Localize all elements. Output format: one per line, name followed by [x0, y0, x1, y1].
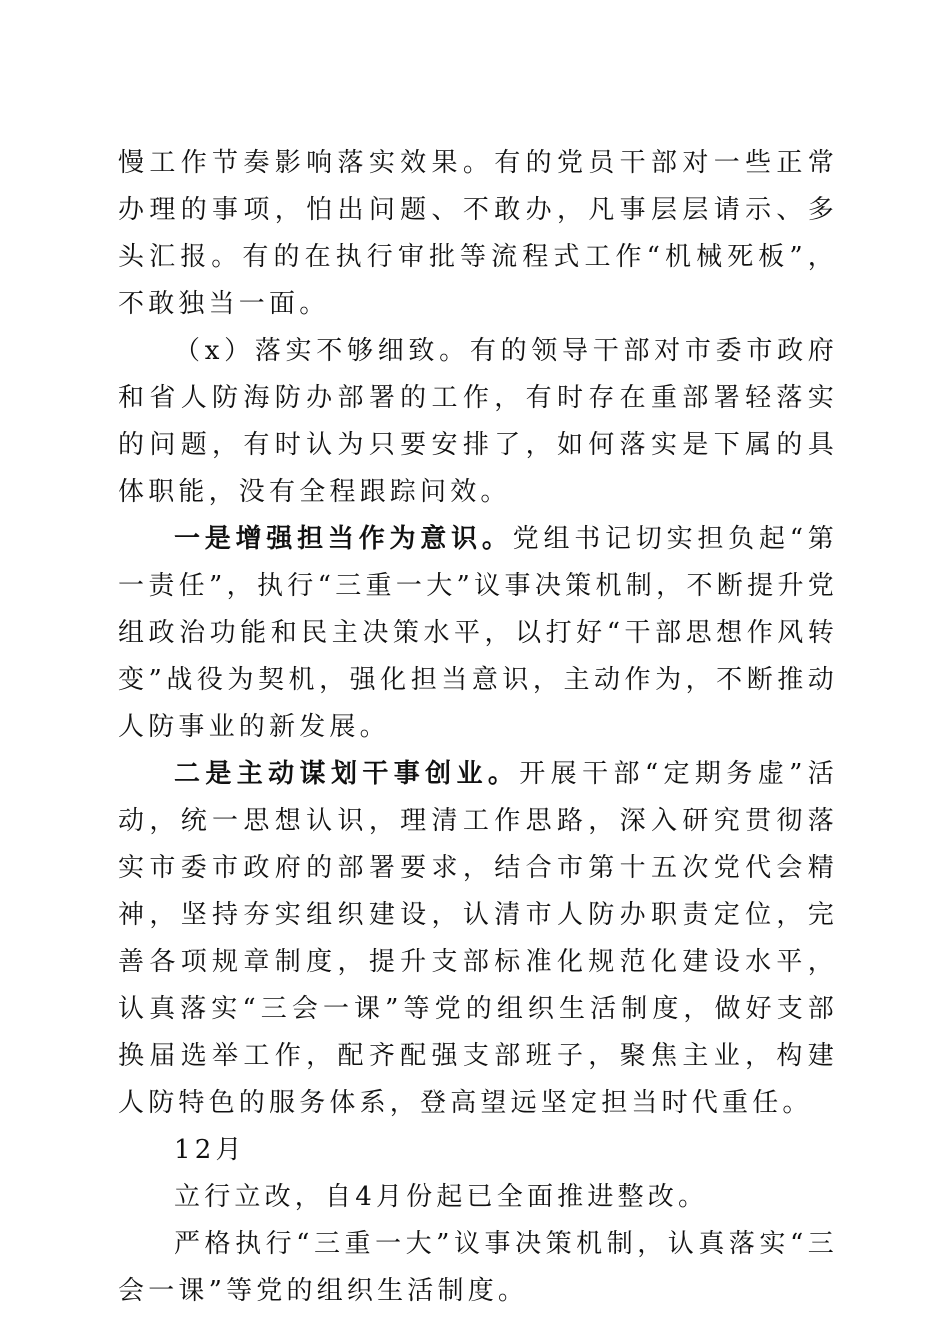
paragraph-implementation-not-detailed	[118, 328, 838, 516]
paragraph-text: 党组书记切实担负起“第一责任”，执行“三重一大”议事决策机制，不断提升党组政治功能和民主决策水平，以打好“干部思想作风转变”战役为契机，强化担当意识，主动作为，不断推动人防事业的新发展。	[118, 524, 839, 742]
paragraph-text: 慢工作节奏影响落实效果。有的党员干部对一些正常办理的事项，怕出问题、不敢办，凡事层层请示、多头汇报。有的在执行审批等流程式工作“机械死板”，不敢独当一面。	[118, 148, 838, 319]
paragraph-continuation	[118, 140, 838, 328]
document-body	[118, 140, 838, 1315]
paragraph-deadline	[118, 1127, 838, 1174]
paragraph-measure-one	[118, 516, 838, 751]
paragraph-lead-heading: 二是主动谋划干事创业。	[174, 759, 520, 789]
paragraph-text: （x）落实不够细致。有的领导干部对市委市政府和省人防海防办部署的工作，有时存在重部署轻落实的问题，有时认为只要安排了，如何落实是下属的具体职能，没有全程跟踪问效。	[118, 336, 838, 507]
paragraph-text: 立行立改，自4月份起已全面推进整改。	[174, 1182, 709, 1212]
paragraph-text: 开展干部“定期务虚”活动，统一思想认识，理清工作思路，深入研究贯彻落实市委市政府的部署要求，结合市第十五次党代会精神，坚持夯实组织建设，认清市人防办职责定位，完善各项规章制度，提升支部标准化规范化建设水平，认真落实“三会一课”等党的组织生活制度，做好支部换届选举工作，配齐配强支部班子，聚焦主业，构建人防特色的服务体系，登高望远坚定担当时代重任。	[118, 759, 838, 1118]
paragraph-lead-heading: 一是增强担当作为意识。	[174, 524, 513, 554]
paragraph-measure-two	[118, 751, 838, 1127]
paragraph-text: 严格执行“三重一大”议事决策机制，认真落实“三会一课”等党的组织生活制度。	[118, 1229, 838, 1306]
paragraph-result	[118, 1221, 838, 1315]
paragraph-text: 12月	[174, 1135, 246, 1165]
paragraph-progress	[118, 1174, 838, 1221]
